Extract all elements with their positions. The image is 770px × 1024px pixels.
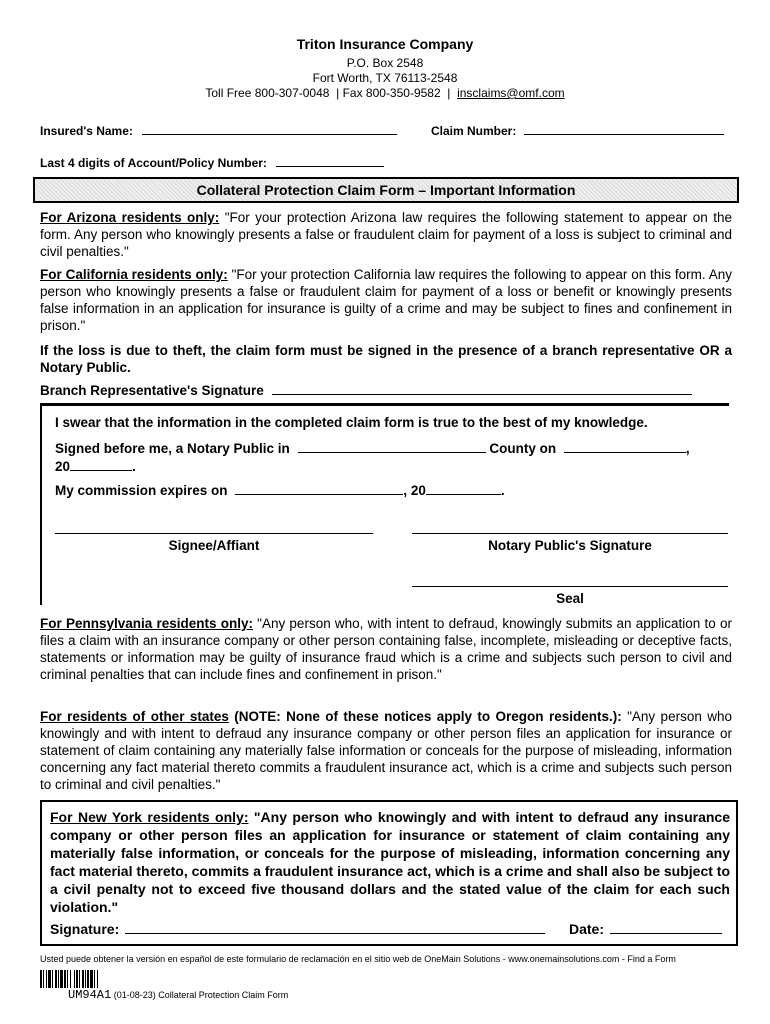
address-line-1: P.O. Box 2548 [346,56,424,70]
other-states-notice [40,708,732,793]
arizona-text: "For your protection Arizona law requires the following statement to appear on the form. Any person who knowingly presents a false or fraudulent claim for payment of a loss is subject to criminal and civil penalties." [40,210,733,259]
claim-number-label: Claim Number: [431,124,517,138]
other-states-text: "Any person who knowingly and with intent to defraud any insurance company or other person files an application for insurance or statement of claim containing any materially false information or conceals for the purpose of misleading, information concerning any fact material thereto commits a fraudulent insurance act, which is a crime and subjects such person to criminal and civil penalties." [40,709,732,792]
account-digits-label: Last 4 digits of Account/Policy Number: [40,156,267,170]
commission-date-blank[interactable] [235,483,403,495]
new-york-lead: For New York residents only: [50,809,249,825]
section-title: Collateral Protection Claim Form – Important Information [33,177,739,203]
insured-name-label: Insured's Name: [40,124,133,138]
signed-before-label: Signed before me, a Notary Public in [55,441,290,456]
commission-year-prefix: , 20 [403,483,426,498]
arizona-notice [40,209,732,260]
email-link[interactable]: insclaims@omf.com [457,86,565,100]
notary-state-blank[interactable] [298,441,486,453]
ny-signature-blank[interactable] [125,921,545,934]
signed-before-line[interactable]: Signed before me, a Notary Public in County on , [55,441,690,456]
pennsylvania-notice [40,615,732,683]
branch-rep-blank[interactable] [272,382,692,395]
arizona-lead: For Arizona residents only: [40,210,220,225]
seal-label: Seal [556,591,584,606]
spanish-version-note: Usted puede obtener la versión en español de este formulario de reclamación en el sitio web de OneMain Solutions - www.onemainsolutions.com - Find a Form [40,954,676,964]
form-code-id: UM94A1 [68,988,112,1002]
branch-rep-label: Branch Representative's Signature [40,383,264,398]
year-line[interactable]: 20 . [55,459,136,474]
ny-signature-label: Signature: [50,921,120,937]
county-on-label: County on [489,441,557,456]
form-description: (01-08-23) Collateral Protection Claim Form [111,990,289,1000]
ny-signature-field[interactable] [50,921,545,937]
claim-number-field[interactable] [431,123,724,138]
ny-date-field[interactable] [569,921,722,937]
new-york-notice [50,808,730,916]
insured-name-blank[interactable] [142,123,397,135]
commission-year-blank[interactable] [426,483,501,495]
county-date-blank[interactable] [564,441,686,453]
form-code [68,988,288,1002]
california-notice [40,266,732,334]
california-text: "For your protection California law requires the following to appear on this form. Any person who knowingly presents a false or fraudulent claim for payment of a loss or benefit or knowingly presents false information in an application for insurance is guilty of a crime and may be subject to fines and confinement in prison." [40,267,732,333]
year-prefix: 20 [55,459,71,474]
new-york-box [40,800,738,946]
other-states-lead: For residents of other states [40,709,229,724]
california-lead: For California residents only: [40,267,228,282]
notary-signature-line[interactable] [412,533,728,534]
notary-signature-label: Notary Public's Signature [488,538,652,553]
commission-line[interactable]: My commission expires on , 20 . [55,483,505,498]
account-digits-field[interactable] [40,155,384,170]
year-blank[interactable] [70,459,132,471]
phone-fax: Toll Free 800-307-0048 | Fax 800-350-9582 | [205,86,458,100]
pennsylvania-text: "Any person who, with intent to defraud, knowingly submits an application to or files a claim with an insurance company or other person containing false, incomplete, misleading or deceptive facts, statements or information may be guilty of insurance fraud which is a crime and subjects such person to civil and criminal penalties that can include fines and confinement in prison." [40,616,732,682]
company-name: Triton Insurance Company [296,36,474,52]
signee-label: Signee/Affiant [168,538,260,553]
address-line-2: Fort Worth, TX 76113-2548 [312,71,458,85]
barcode-icon [40,970,118,988]
claim-number-blank[interactable] [524,123,724,135]
contact-line [0,86,770,100]
ny-date-blank[interactable] [610,921,722,934]
theft-notice: If the loss is due to theft, the claim form must be signed in the presence of a branch representative OR a Notary Public. [40,343,732,375]
new-york-text: "Any person who knowingly and with intent to defraud any insurance company or other person files an application for insurance or statement of claim containing any materially false information, or conceals for the purpose of misleading, information concerning any fact material thereto, commits a fraudulent insurance act, which is a crime and shall also be subject to a civil penalty not to exceed five thousand dollars and the stated value of the claim for each such violation." [50,809,730,915]
seal-line[interactable] [412,586,728,587]
pennsylvania-lead: For Pennsylvania residents only: [40,616,253,631]
signee-signature-line[interactable] [55,533,373,534]
branch-rep-signature-field[interactable] [40,382,692,398]
account-digits-blank[interactable] [276,155,384,167]
swear-statement: I swear that the information in the completed claim form is true to the best of my knowledge. [55,415,648,430]
notary-block [40,405,739,605]
ny-date-label: Date: [569,921,605,937]
commission-label: My commission expires on [55,483,228,498]
oregon-note: (NOTE: None of these notices apply to Oregon residents.): [228,709,622,724]
insured-name-field[interactable] [40,123,397,138]
